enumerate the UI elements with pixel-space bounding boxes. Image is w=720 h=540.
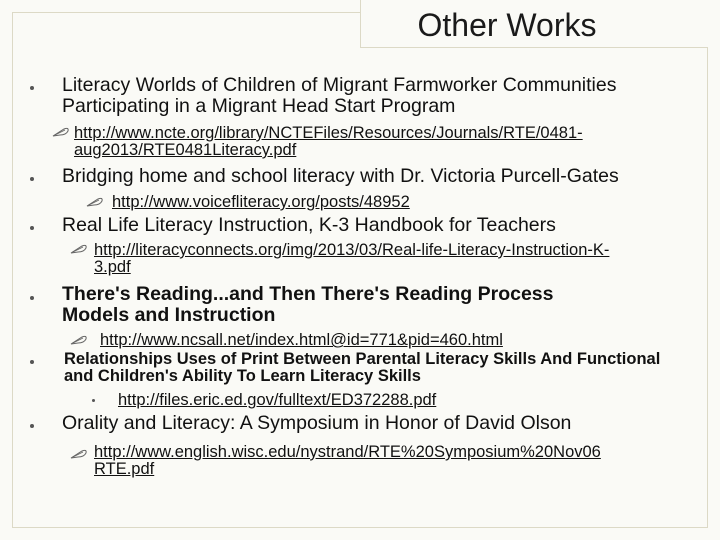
item-2-link-line-1[interactable]: http://www.voicefliteracy.org/posts/48952 [112, 193, 410, 211]
item-2-line-1: Bridging home and school literacy with Dr. Victoria Purcell-Gates [62, 165, 619, 187]
feather-bullet-icon [86, 197, 104, 207]
item-6-link-line-1[interactable]: http://www.english.wisc.edu/nystrand/RTE%20Symposium%20Nov06 [94, 443, 601, 461]
item-6-text [62, 413, 571, 434]
feather-bullet-icon [70, 335, 88, 345]
item-4-text [62, 284, 554, 326]
bullet-icon [30, 360, 34, 364]
slide-title: Other Works [417, 7, 597, 43]
item-6-link-line-2[interactable]: RTE.pdf [94, 460, 155, 478]
item-3-link-line-1[interactable]: http://literacyconnects.org/img/2013/03/Real-life-Literacy-Instruction-K- [94, 241, 610, 259]
feather-bullet-icon [70, 244, 88, 254]
item-5-text [64, 351, 660, 385]
sub-bullet-icon [92, 399, 95, 402]
item-3-link-line-2[interactable]: 3.pdf [94, 258, 131, 276]
item-3-line-1: Real Life Literacy Instruction, K-3 Handbook for Teachers [62, 214, 556, 236]
feather-bullet-icon [52, 127, 70, 137]
item-5-line-1: Relationships Uses of Print Between Parental Literacy Skills And Functional [64, 350, 661, 368]
item-1-link-line-1[interactable]: http://www.ncte.org/library/NCTEFiles/Resources/Journals/RTE/0481- [74, 124, 583, 142]
bullet-icon [30, 177, 34, 181]
item-4-link[interactable] [100, 332, 503, 349]
item-1-line-1: Literacy Worlds of Children of Migrant Farmworker Communities [62, 74, 617, 96]
item-4-line-2: Models and Instruction [62, 304, 276, 326]
item-1-line-2: Participating in a Migrant Head Start Program [62, 95, 456, 117]
item-6-line-1: Orality and Literacy: A Symposium in Honor of David Olson [62, 412, 572, 434]
feather-bullet-icon [70, 449, 88, 459]
item-4-line-1: There's Reading...and Then There's Reading Process [62, 283, 554, 305]
item-1-text [62, 75, 616, 117]
item-2-text [62, 166, 619, 187]
item-3-link[interactable] [94, 242, 609, 276]
bullet-icon [30, 226, 34, 230]
item-5-link[interactable] [118, 392, 436, 409]
item-1-link-line-2[interactable]: aug2013/RTE0481Literacy.pdf [74, 141, 297, 159]
item-1-link[interactable] [74, 125, 583, 159]
bullet-icon [30, 86, 34, 90]
item-5-link-line-1[interactable]: http://files.eric.ed.gov/fulltext/ED372288.pdf [118, 391, 437, 409]
item-5-line-2: and Children's Ability To Learn Literacy Skills [64, 367, 421, 385]
item-2-link[interactable] [112, 194, 410, 211]
item-3-text [62, 215, 556, 236]
bullet-icon [30, 296, 34, 300]
item-6-link[interactable] [94, 444, 601, 478]
bullet-icon [30, 424, 34, 428]
item-4-link-line-1[interactable]: http://www.ncsall.net/index.html@id=771&pid=460.html [100, 331, 503, 349]
